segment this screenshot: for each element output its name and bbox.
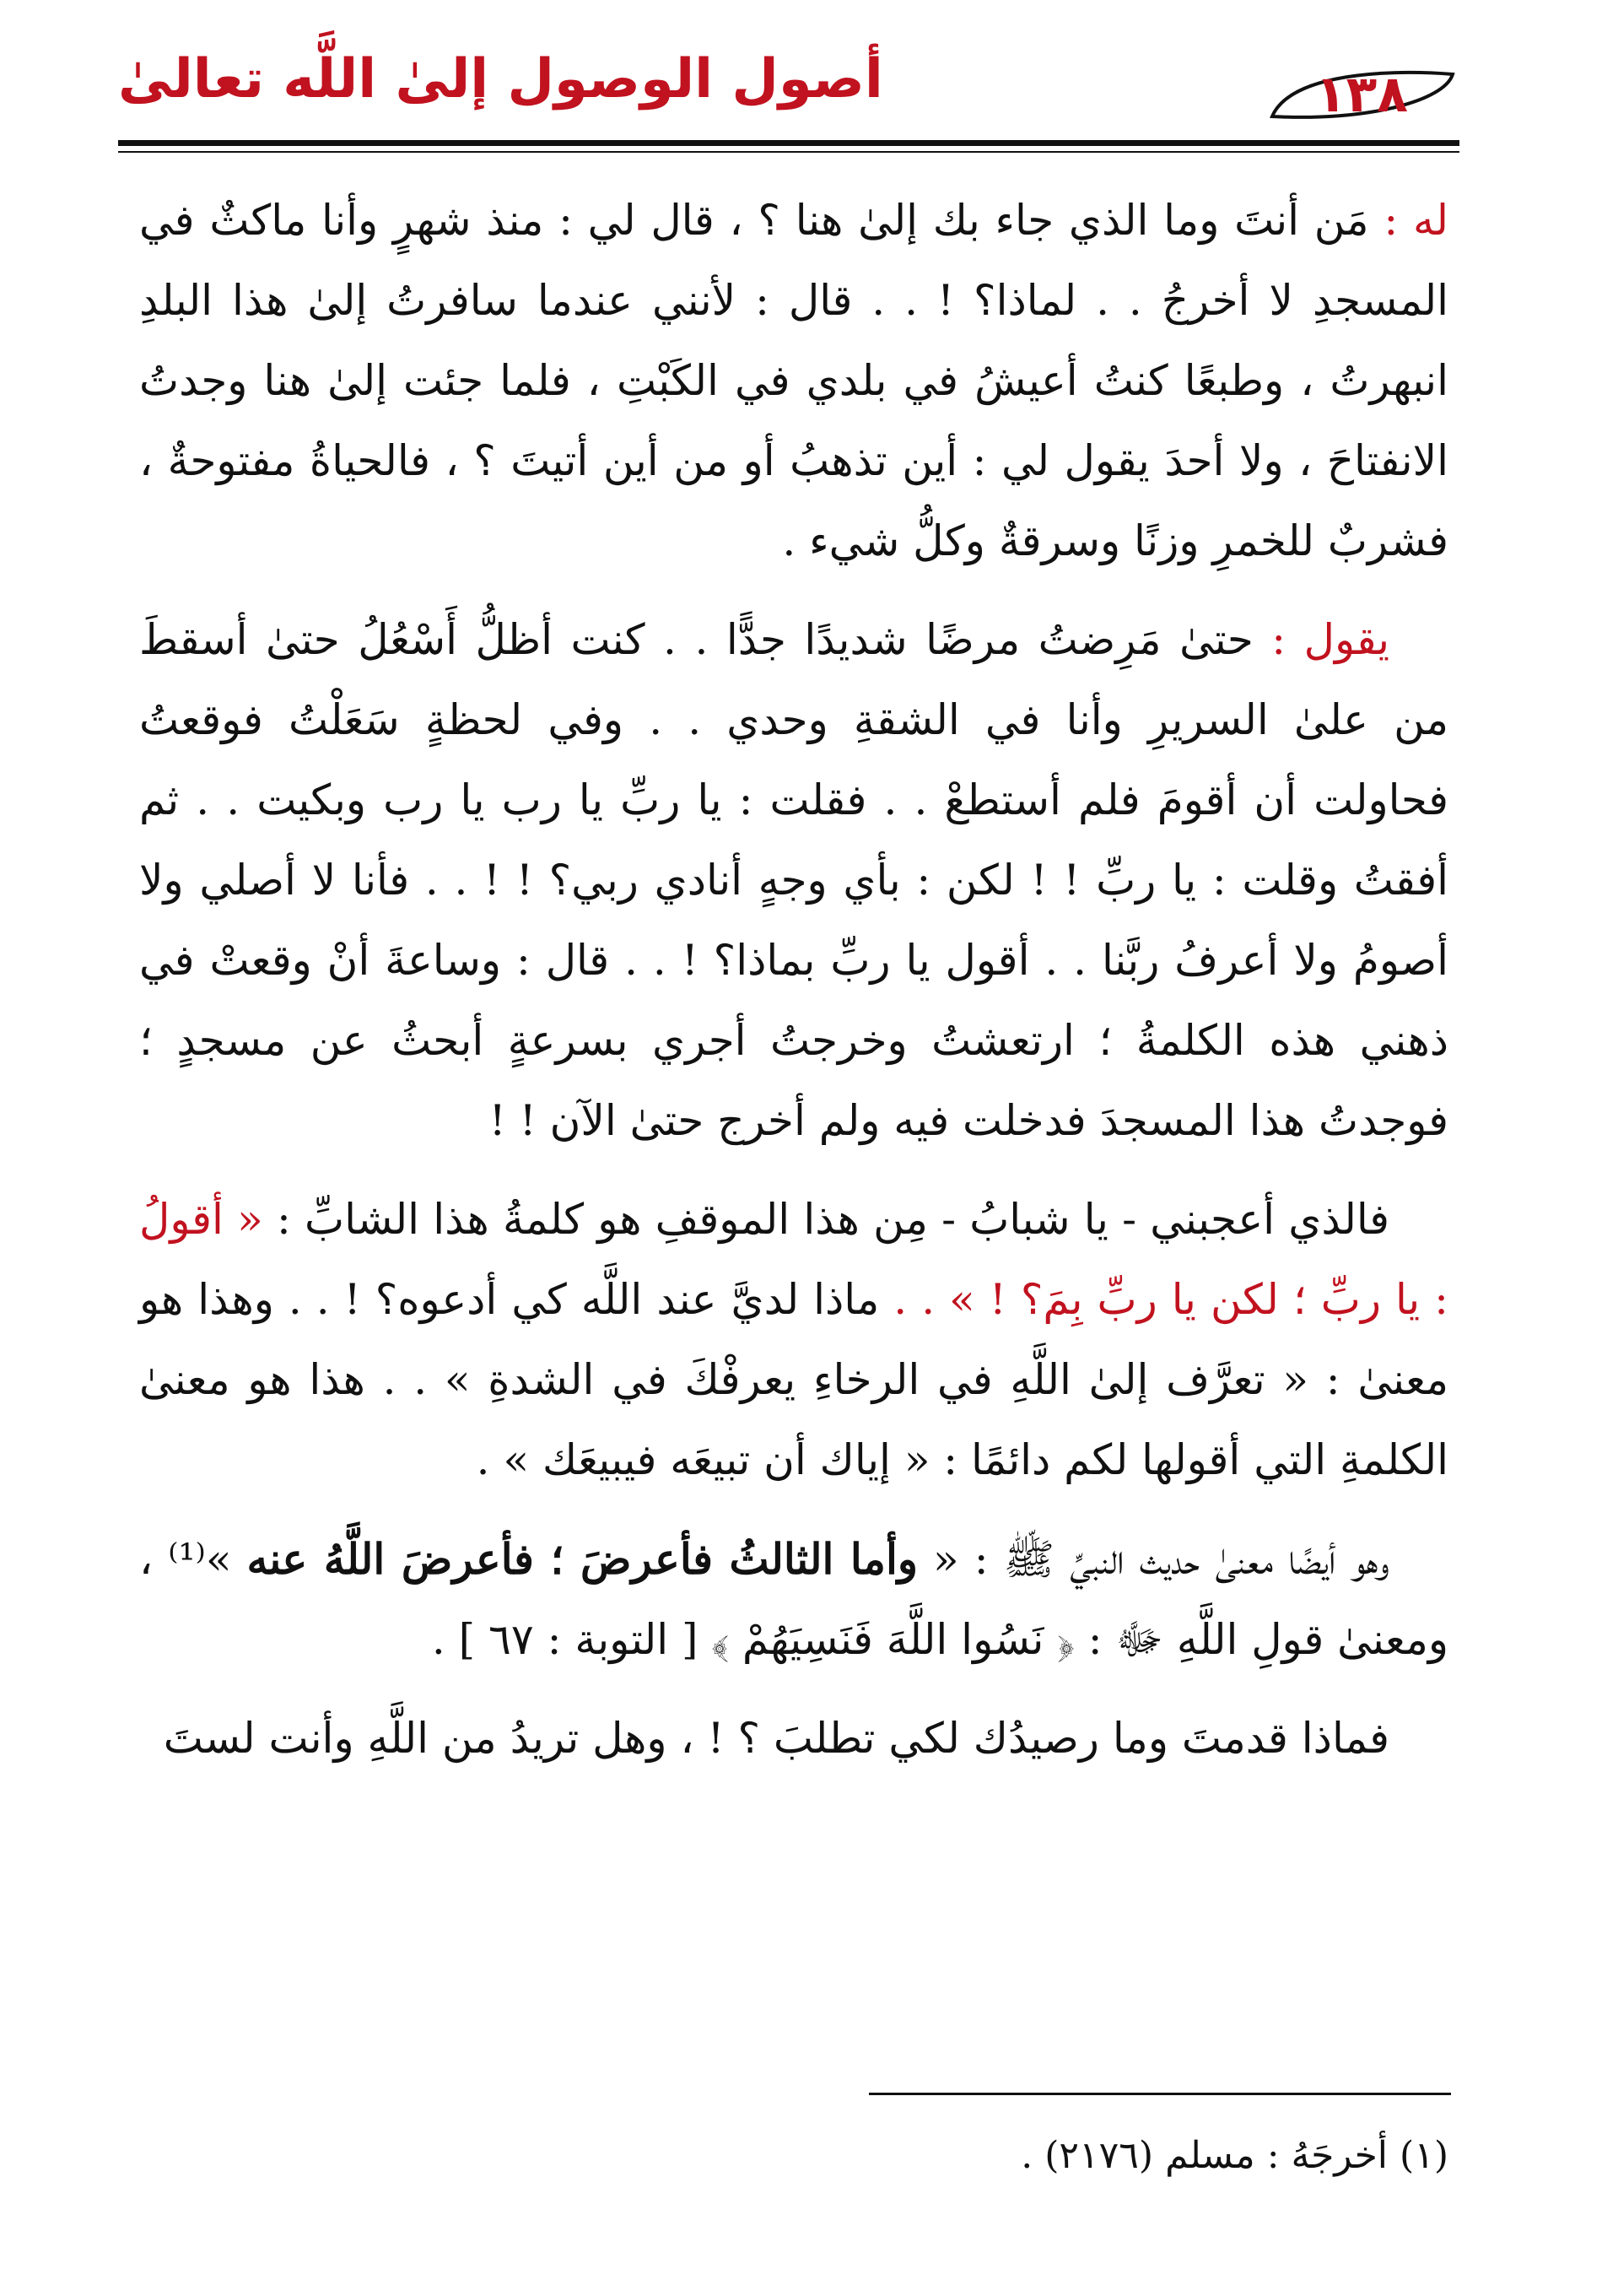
header-rule-thin	[118, 151, 1459, 153]
speaker-label: له :	[1368, 196, 1448, 245]
footnote: (١) أخرجَهُ : مسلم (٢١٧٦) .	[1021, 2134, 1448, 2177]
paragraph-text: وهو أيضًا معنىٰ حديث النبيِّ ﷺ : «	[917, 1535, 1390, 1584]
paragraph	[139, 181, 1448, 581]
footnote-rule	[869, 2093, 1451, 2095]
paragraph	[139, 600, 1448, 1161]
paragraph-text: »⁽¹⁾ ، ومعنىٰ قولِ اللَّهِ ﷻ : ﴿ نَسُوا اللَّهَ فَنَسِيَهُمْ ﴾ [ التوبة : ٦٧ ] .	[139, 1535, 1448, 1664]
speaker-label: يقول :	[1253, 615, 1389, 664]
paragraph-text: حتىٰ مَرِضتُ مرضًا شديدًا جدًّا . . كنت أظلُّ أَسْعُلُ حتىٰ أسقطَ من علىٰ السريرِ وأنا في الشقةِ وحدي . . وفي لحظةٍ سَعَلْتُ فوقعتُ فحاولت أن أقومَ فلم أستطعْ . . فقلت : يا ربِّ يا رب يا رب وبكيت . . ثم أفقتُ وقلت : يا ربِّ ! ! لكن : بأي وجهٍ أنادي ربي؟ ! ! . . فأنا لا أصلي ولا أصومُ ولا أعرفُ ربَّنا . . أقول يا ربِّ بماذا؟ ! . . قال : وساعةَ أنْ وقعتْ في ذهني هذه الكلمةُ ؛ ارتعشتُ وخرجتُ أجري بسرعةٍ أبحثُ عن مسجدٍ ؛ فوجدتُ هذا المسجدَ فدخلت فيه ولم أخرج حتىٰ الآن ! !	[139, 615, 1448, 1145]
paragraph-text: فماذا قدمتَ وما رصيدُك لكي تطلبَ ؟ ! ، وهل تريدُ من اللَّهِ وأنت لستَ	[163, 1714, 1389, 1763]
paragraph-text: فالذي أعجبني - يا شبابُ - مِن هذا الموقفِ هو كلمةُ هذا الشابِّ :	[262, 1195, 1389, 1244]
book-title: أصول الوصول إلىٰ اللَّه تعالىٰ	[118, 48, 883, 111]
paragraph	[139, 1699, 1448, 1779]
paragraph-text: مَن أنتَ وما الذي جاء بك إلىٰ هنا ؟ ، قال لي : منذ شهرٍ وأنا ماكثٌ في المسجدِ لا أخرجُ . . لماذا؟ ! . . قال : لأنني عندما سافرتُ إلىٰ هذا البلدِ انبهرتُ ، وطبعًا كنتُ أعيشُ في بلدي في الكَبْتِ ، فلما جئت إلىٰ هنا وجدتُ الانفتاحَ ، ولا أحدَ يقول لي : أين تذهبُ أو من أين أتيتَ ؟ ، فالحياةُ مفتوحةٌ ، فشربٌ للخمرِ وزنًا وسرقةٌ وكلُّ شيء .	[139, 196, 1448, 565]
paragraph	[139, 1519, 1448, 1680]
main-text	[139, 181, 1448, 1797]
paragraph-text: ماذا لديَّ عند اللَّه كي أدعوه؟ ! . . وهذا هو معنىٰ : « تعرَّف إلىٰ اللَّهِ في الرخاءِ يعرفْكَ في الشدةِ » . . هذا هو معنىٰ الكلمةِ التي أقولها لكم دائمًا : « إياك أن تبيعَه فيبيعَك » .	[139, 1275, 1448, 1484]
header-rule-thick	[118, 140, 1459, 146]
highlighted-quote: « أقولُ : يا ربِّ ؛ لكن يا ربِّ بِمَ؟ ! » . .	[139, 1195, 1448, 1324]
page-number: ١٣٨	[1315, 65, 1408, 124]
hadith-quote: وأما الثالثُ فأعرضَ ؛ فأعرضَ اللَّهُ عنه	[246, 1534, 918, 1584]
paragraph	[139, 1180, 1448, 1500]
